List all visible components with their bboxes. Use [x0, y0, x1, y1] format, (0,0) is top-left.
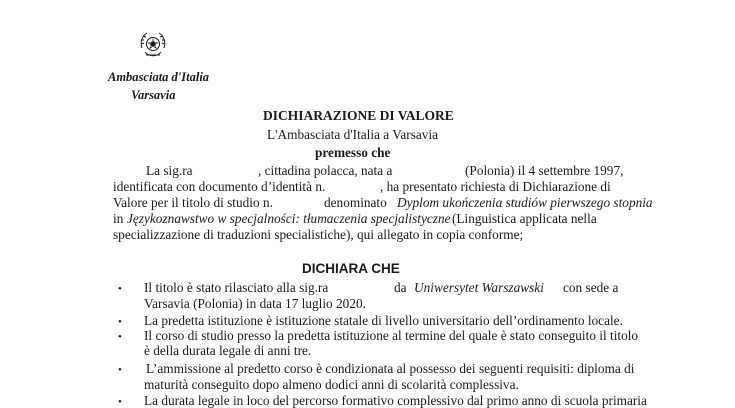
para1-line4-start: in	[113, 211, 124, 226]
dichiara-heading: DICHIARA CHE	[302, 261, 400, 276]
para1-line2-start: identificata con documento d’identità n.	[113, 179, 326, 194]
bullet2-text: La predetta istituzione è istituzione statale di livello universitario dell’ordinamento locale.	[144, 313, 623, 328]
embassy-name: Ambasciata d'Italia	[108, 70, 210, 84]
field-of-study: Językoznawstwo w specjalności: tłumaczenia specjalistyczne	[127, 211, 451, 226]
bullet1-line1-da: da	[394, 280, 407, 295]
para1-line1-start: La sig.ra	[146, 163, 193, 178]
bullet-marker: •	[118, 316, 122, 328]
bullet1-line2: Varsavia (Polonia) in data 17 luglio 2020.	[144, 296, 366, 311]
bullet-marker: •	[118, 283, 122, 295]
bullet5-line1: La durata legale in loco del percorso formativo complessivo dal primo anno di scuola primaria	[144, 393, 647, 408]
para1-line1-mid: , cittadina polacca, nata a	[258, 163, 393, 178]
para1-line3-start: Valore per il titolo di studio n.	[113, 195, 273, 210]
italian-emblem-icon	[136, 28, 170, 62]
bullet3-line2: è della durata legale di anni tre.	[144, 343, 312, 358]
diploma-name: Dyplom ukończenia studiów pierwszego stopnia	[397, 195, 653, 210]
bullet1-line1-start: Il titolo è stato rilasciato alla sig.ra	[144, 280, 329, 295]
bullet3-line1: Il corso di studio presso la predetta istituzione al termine del quale è stato conseguito il titolo	[144, 328, 639, 343]
bullet1-line1-end: con sede a	[563, 280, 619, 295]
university-name: Uniwersytet Warszawski	[414, 280, 544, 295]
document-subtitle: L'Ambasciata d'Italia a Varsavia	[267, 127, 439, 142]
bullet4-line1: L’ammissione al predetto corso è condizionata al possesso dei seguenti requisiti: diploma di	[146, 361, 635, 376]
bullet4-line2: maturità conseguito dopo almeno dodici anni di scolarità complessiva.	[144, 377, 519, 392]
bullet-marker: •	[118, 364, 122, 376]
para1-line4-end: (Linguistica applicata nella	[452, 211, 597, 226]
para1-line2-end: , ha presentato richiesta di Dichiarazione di	[380, 179, 611, 194]
premesso-heading: premesso che	[315, 145, 391, 160]
para1-line5: specializzazione di traduzioni specialistiche), qui allegato in copia conforme;	[113, 227, 524, 242]
para1-line1-end: (Polonia) il 4 settembre 1997,	[465, 163, 624, 178]
para1-line3-mid: denominato	[324, 195, 387, 210]
bullet-marker: •	[118, 396, 122, 408]
bullet-marker: •	[118, 331, 122, 343]
embassy-city: Varsavia	[131, 88, 176, 102]
document-title: DICHIARAZIONE DI VALORE	[263, 108, 454, 123]
